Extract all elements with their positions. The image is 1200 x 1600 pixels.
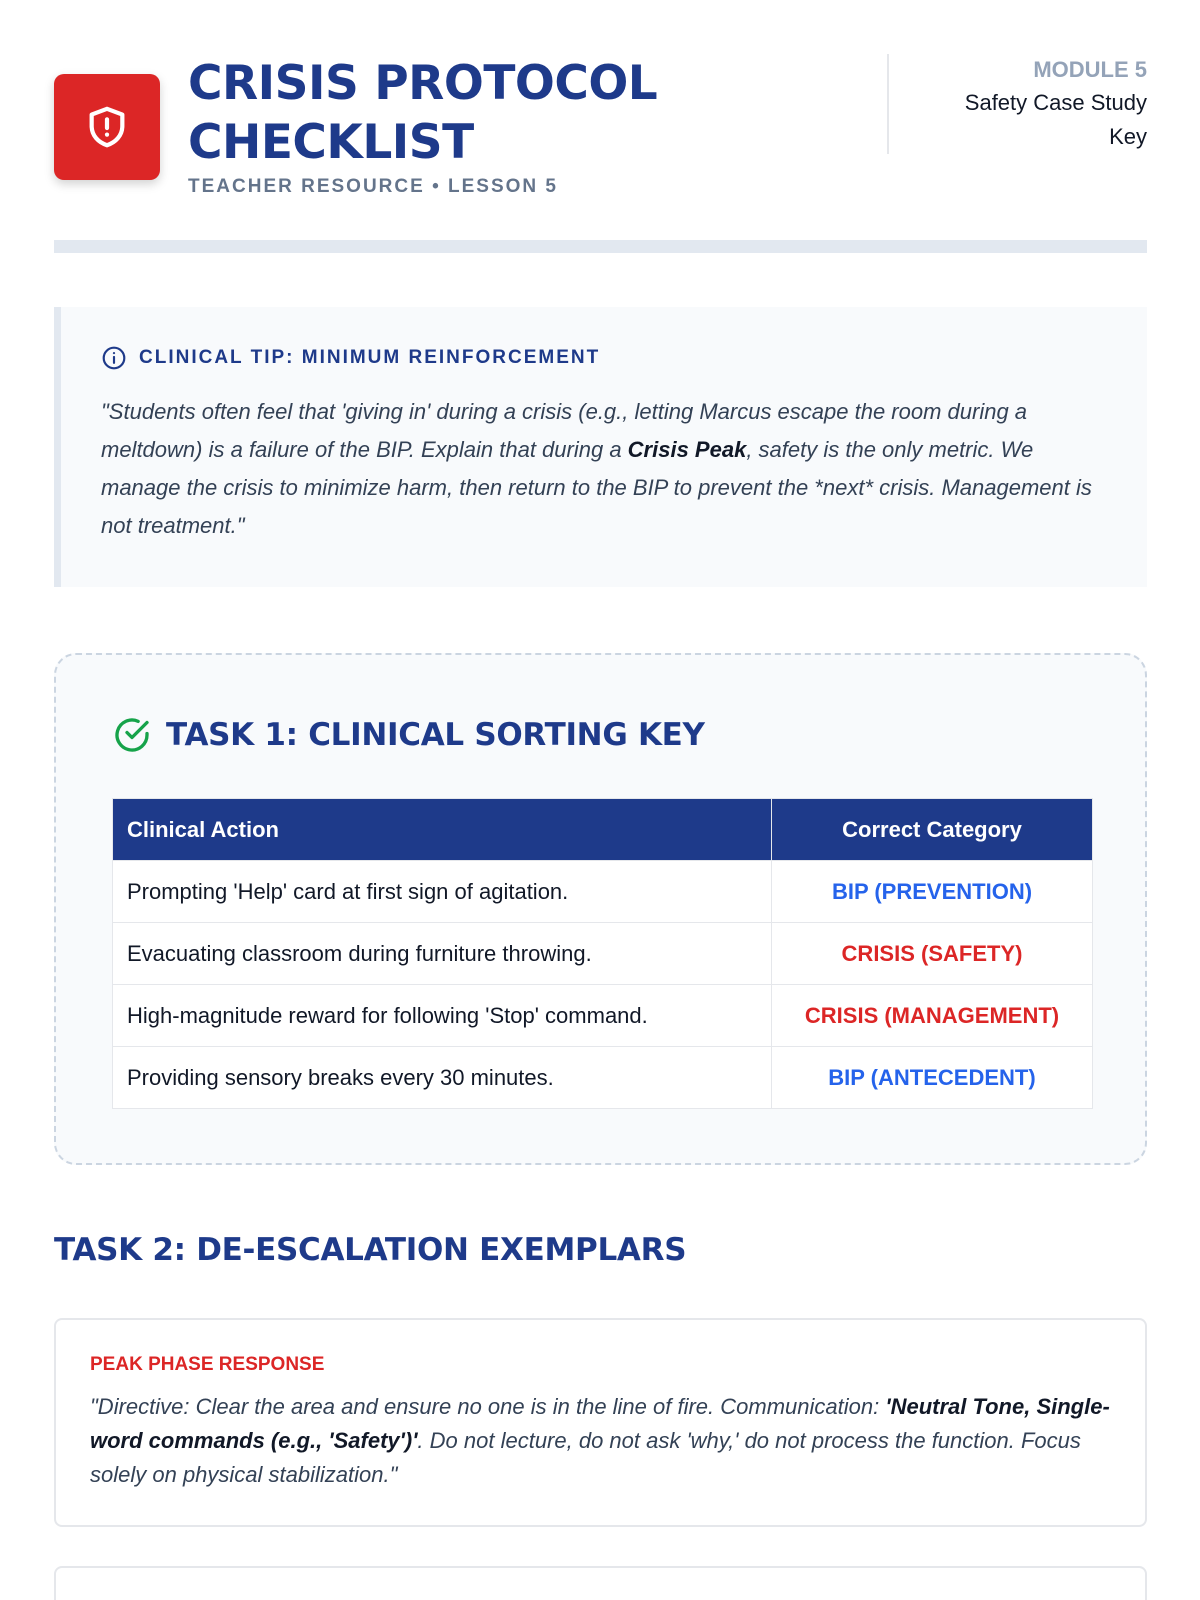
task1-header: [112, 715, 705, 755]
table-row: [113, 923, 1093, 985]
module-meta: [887, 54, 1147, 154]
tip-text-2: , safety is the only metric. We manage the crisis to minimize harm, then return to the BIP to prevent the *next* crisis. Management is not treatment.": [101, 437, 1092, 538]
cell-category: CRISIS (MANAGEMENT): [772, 985, 1093, 1047]
sorting-key-table: [112, 798, 1093, 1109]
tip-header: [101, 345, 1107, 371]
info-icon: [101, 345, 127, 371]
cell-action: Evacuating classroom during furniture throwing.: [113, 923, 772, 985]
cell-category: CRISIS (SAFETY): [772, 923, 1093, 985]
task2-title: TASK 2: DE-ESCALATION EXEMPLARS: [54, 1232, 687, 1268]
meta-line-1: Safety Case Study: [964, 90, 1147, 115]
table-row: [113, 1047, 1093, 1109]
page-subtitle: TEACHER RESOURCE • LESSON 5: [188, 176, 558, 197]
tip-text-bold: Crisis Peak: [627, 437, 747, 462]
task1-section: [54, 653, 1147, 1165]
page-title: [188, 54, 748, 172]
tip-text-1: "Students often feel that 'giving in' during a crisis (e.g., letting Marcus escape the room during a meltdown) is a failure of the BIP. Explain that during a: [101, 399, 1028, 462]
cell-action: High-magnitude reward for following 'Stop' command.: [113, 985, 772, 1047]
card-text-bold: 'Neutral Tone, Single-word commands (e.g., 'Safety')': [90, 1394, 1110, 1453]
table-row: [113, 985, 1093, 1047]
column-header-category: Correct Category: [772, 799, 1093, 861]
clinical-tip-callout: [54, 307, 1147, 587]
cell-category: BIP (ANTECEDENT): [772, 1047, 1093, 1109]
header: [54, 0, 1147, 254]
tip-body: [101, 393, 1107, 545]
cell-action: Prompting 'Help' card at first sign of agitation.: [113, 861, 772, 923]
title-line-1: CRISIS PROTOCOL: [188, 56, 658, 111]
header-divider: [54, 240, 1147, 253]
column-header-action: Clinical Action: [113, 799, 772, 861]
tip-title: CLINICAL TIP: MINIMUM REINFORCEMENT: [139, 347, 601, 368]
card-label: PEAK PHASE RESPONSE: [90, 1354, 325, 1375]
logo: [54, 74, 160, 180]
table-row: [113, 861, 1093, 923]
card-text-2: . Do not lecture, do not ask 'why,' do not process the function. Focus solely on physical stabilization.": [90, 1428, 1081, 1487]
title-block: [188, 54, 748, 198]
task1-title: TASK 1: CLINICAL SORTING KEY: [166, 717, 705, 753]
title-line-2: CHECKLIST: [188, 115, 474, 170]
document-page: [54, 0, 1147, 1487]
shield-alert-icon: [84, 104, 130, 150]
cell-action: Providing sensory breaks every 30 minutes.: [113, 1047, 772, 1109]
meta-line-2: Key: [1109, 124, 1147, 149]
module-label: MODULE 5: [1033, 57, 1147, 82]
card-text-1: "Directive: Clear the area and ensure no one is in the line of fire. Communication:: [90, 1394, 886, 1419]
peak-phase-card: [54, 1318, 1147, 1527]
cell-category: BIP (PREVENTION): [772, 861, 1093, 923]
table-header-row: [113, 799, 1093, 861]
card-body: [90, 1390, 1111, 1492]
check-circle-icon: [112, 715, 152, 755]
next-card: [54, 1566, 1147, 1600]
